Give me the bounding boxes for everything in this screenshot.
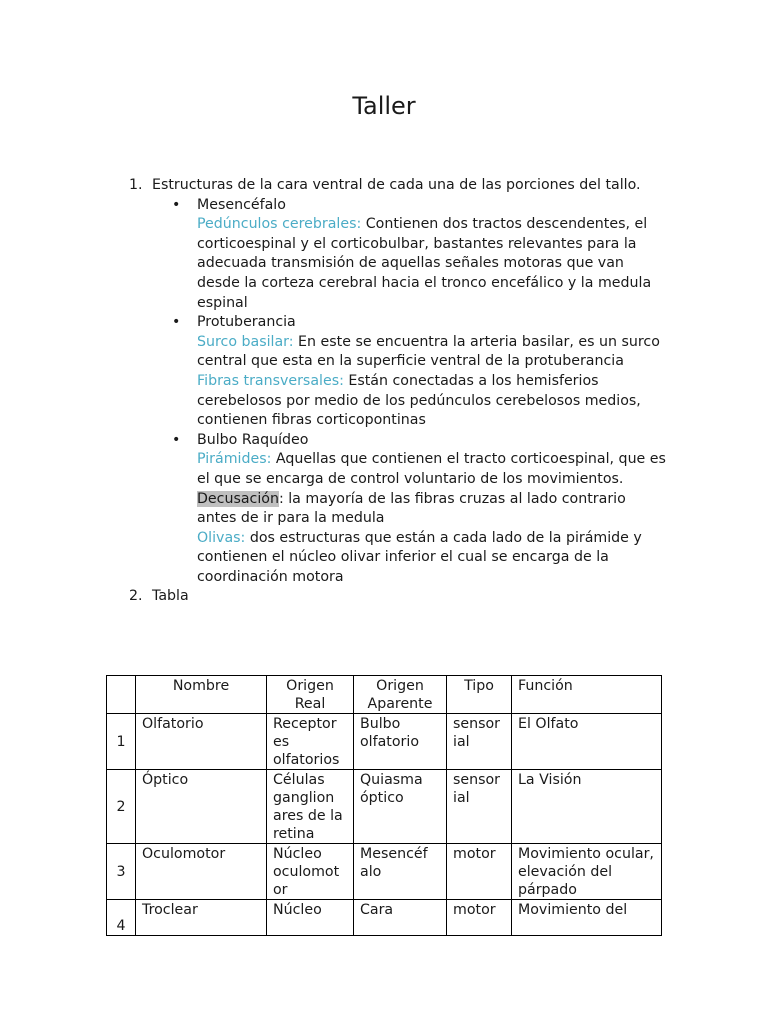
cell-funcion: La Visión — [512, 770, 662, 844]
cell-nombre: Troclear — [136, 900, 267, 936]
cell-funcion: Movimiento del — [512, 900, 662, 936]
cell-origen-aparente: Mesencéf alo — [354, 844, 447, 900]
term-label: Surco basilar: — [197, 333, 294, 350]
section-heading: Protuberancia — [197, 314, 296, 331]
list-item-1 — [106, 176, 666, 196]
cell-nombre: Olfatorio — [136, 714, 267, 770]
section-heading: Mesencéfalo — [197, 196, 286, 213]
cell-origen-real: Receptor es olfatorios — [267, 714, 354, 770]
cell-num: 2 — [107, 770, 136, 844]
cell-num: 4 — [107, 900, 136, 936]
header-funcion: Función — [512, 676, 662, 714]
section-heading: Bulbo Raquídeo — [197, 431, 309, 448]
cell-origen-real: Núcleo — [267, 900, 354, 936]
bullet-mesencefalo — [106, 196, 666, 314]
list-number: 1. — [129, 177, 143, 193]
list-number: 2. — [129, 588, 143, 605]
cell-origen-aparente: Quiasma óptico — [354, 770, 447, 844]
table-header-row — [107, 676, 662, 714]
cell-tipo: motor — [447, 844, 512, 900]
cell-num: 1 — [107, 714, 136, 770]
term-paragraph — [197, 372, 666, 431]
header-num — [107, 676, 136, 714]
document-body — [106, 176, 666, 607]
term-description: Aquellas que contienen el tracto corticoespinal, que es el que se encarga de control voluntario de los movimientos. — [197, 451, 666, 487]
header-origen-real: Origen Real — [267, 676, 354, 714]
term-label: Pirámides: — [197, 451, 272, 468]
table-row — [107, 900, 662, 936]
term-paragraph — [197, 529, 666, 588]
cell-funcion: El Olfato — [512, 714, 662, 770]
bullet-protuberancia — [106, 313, 666, 431]
term-description: dos estructuras que están a cada lado de la pirámide y contienen el núcleo olivar inferior el cual se encarga de la coordinación motora — [197, 529, 642, 585]
cell-nombre: Oculomotor — [136, 844, 267, 900]
term-label: Olivas: — [197, 529, 246, 546]
term-paragraph — [197, 215, 666, 313]
cell-origen-real: Células ganglion ares de la retina — [267, 770, 354, 844]
term-description: En este se encuentra la arteria basilar, es un surco central que esta en la superficie ventral de la protuberancia — [197, 333, 660, 370]
table-row — [107, 714, 662, 770]
bullet-icon: • — [172, 431, 181, 448]
list-item-text: Tabla — [152, 588, 189, 605]
cell-num: 3 — [107, 844, 136, 900]
bullet-icon: • — [172, 314, 181, 331]
cell-tipo: sensor ial — [447, 770, 512, 844]
term-paragraph — [197, 490, 666, 529]
term-label: Pedúnculos cerebrales: — [197, 216, 362, 233]
cell-tipo: motor — [447, 900, 512, 936]
page-title: Taller — [352, 92, 416, 120]
cell-origen-aparente: Cara — [354, 900, 447, 936]
list-item-text: Estructuras de la cara ventral de cada una de las porciones del tallo. — [152, 177, 641, 193]
cell-nombre: Óptico — [136, 770, 267, 844]
bullet-bulbo-raquideo — [106, 431, 666, 588]
cranial-nerves-table — [106, 675, 662, 936]
header-tipo: Tipo — [447, 676, 512, 714]
table-row — [107, 770, 662, 844]
term-description: : la mayoría de las fibras cruzas al lado contrario antes de ir para la medula — [197, 490, 626, 527]
cell-origen-real: Núcleo oculomot or — [267, 844, 354, 900]
cell-tipo: sensor ial — [447, 714, 512, 770]
term-description: Están conectadas a los hemisferios cerebelosos por medio de los pedúnculos cerebelosos medios, contienen fibras corticopontinas — [197, 372, 641, 429]
table-row — [107, 844, 662, 900]
term-description: Contienen dos tractos descendentes, el corticoespinal y el corticobulbar, bastantes relevantes para la adecuada transmisión de aquellas señales motoras que van desde la corteza cerebral hacia el tronco encefálico y la medula espinal — [197, 216, 652, 311]
cell-origen-aparente: Bulbo olfatorio — [354, 714, 447, 770]
term-label: Fibras transversales: — [197, 372, 344, 389]
cell-funcion: Movimiento ocular, elevación del párpado — [512, 844, 662, 900]
bullet-icon: • — [172, 196, 181, 213]
header-origen-aparente: Origen Aparente — [354, 676, 447, 714]
term-paragraph — [197, 333, 666, 372]
highlighted-term: Decusación — [197, 490, 279, 507]
term-paragraph — [197, 450, 666, 489]
header-nombre: Nombre — [136, 676, 267, 714]
list-item-2 — [106, 587, 666, 607]
